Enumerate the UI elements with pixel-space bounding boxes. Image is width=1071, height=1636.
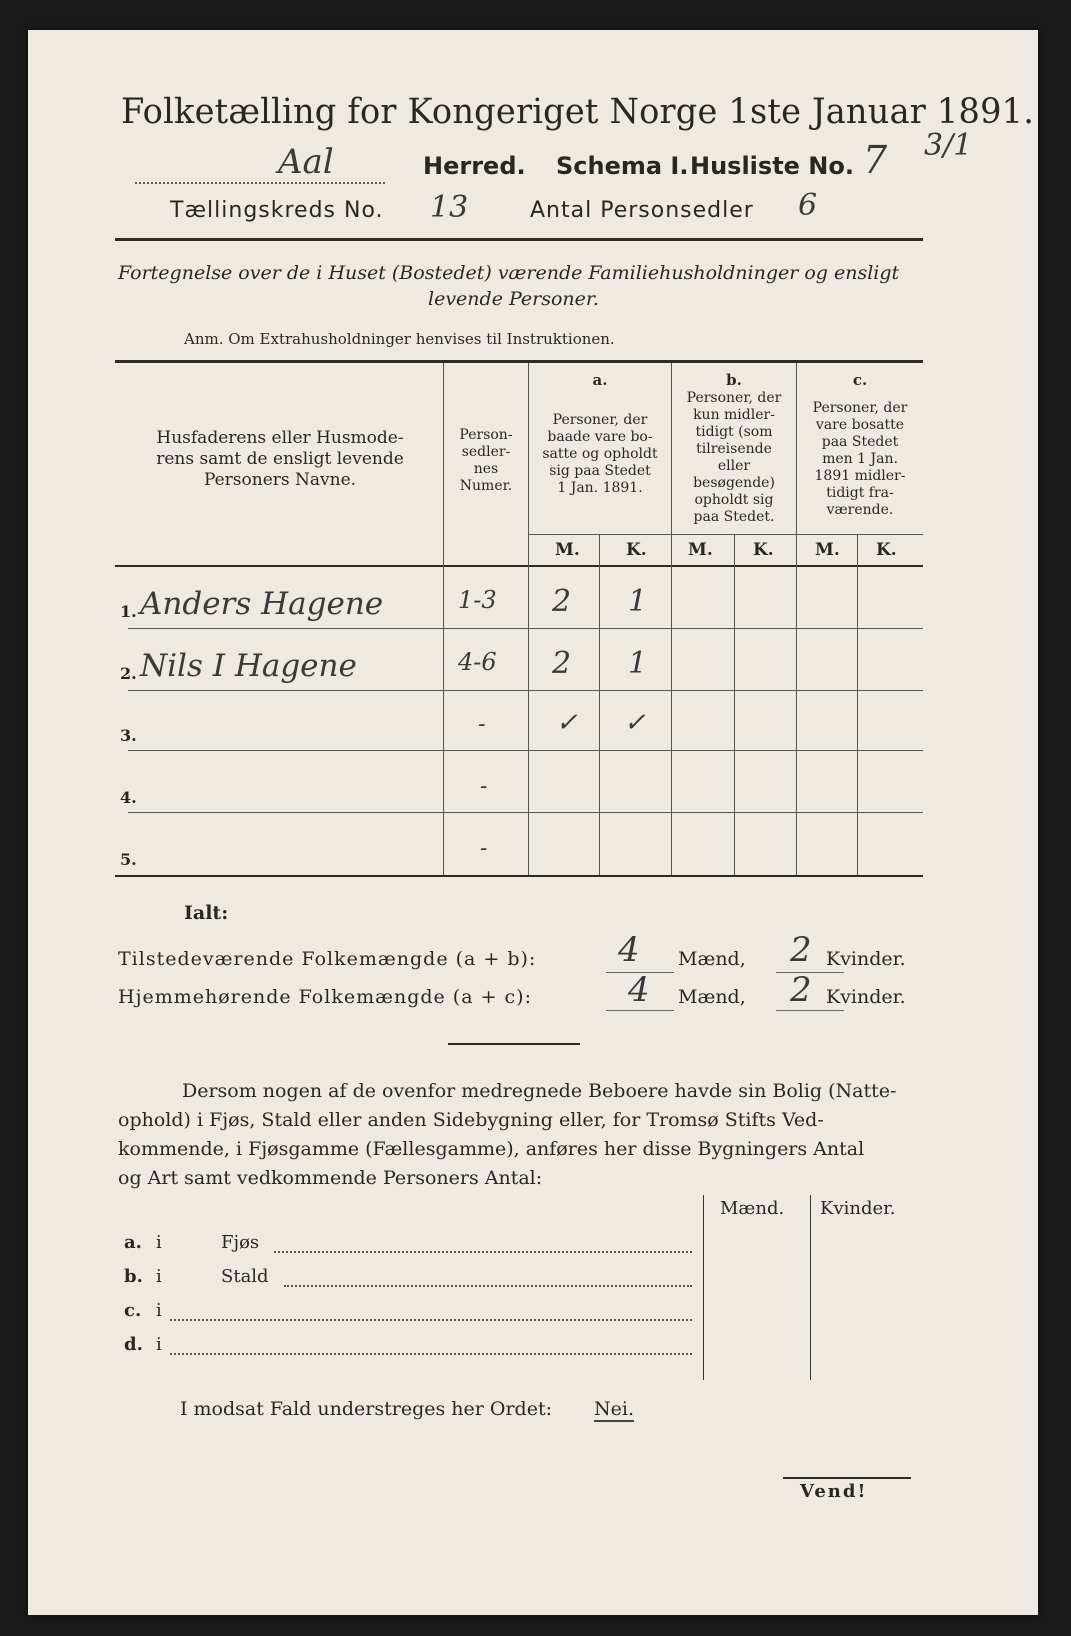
item-c-dots bbox=[170, 1314, 692, 1321]
header-a-letter: a. bbox=[592, 371, 608, 389]
row-3-number: 3. bbox=[120, 726, 137, 745]
table-bottom-rule bbox=[115, 875, 923, 877]
item-a-dots bbox=[274, 1246, 692, 1253]
hjemme-maend-line bbox=[606, 1010, 674, 1011]
husliste-value: 7 bbox=[863, 138, 888, 182]
row-line-3 bbox=[128, 750, 923, 751]
header-c-letter: c. bbox=[852, 371, 868, 389]
row-1-a-m: 2 bbox=[552, 584, 572, 619]
item-d-letter: d. bbox=[124, 1334, 143, 1355]
header-c: Personer, der vare bosatte paa Stedet men 1 Jan. 1891 midler- tidigt fra- værende. bbox=[812, 400, 908, 518]
row-line-4 bbox=[128, 812, 923, 813]
anm-note: Anm. Om Extrahusholdninger henvises til Instruktionen. bbox=[184, 330, 615, 348]
intro-line2: levende Personer. bbox=[428, 288, 599, 310]
item-a-i: i bbox=[156, 1232, 162, 1253]
c-m-label: M. bbox=[815, 540, 840, 560]
tilstede-maend-label: Mænd, bbox=[678, 948, 746, 970]
b-m-label: M. bbox=[688, 540, 713, 560]
row-3-a-k: ✓ bbox=[624, 708, 646, 738]
col-a-mk-divider bbox=[599, 535, 600, 875]
census-form-sheet bbox=[28, 30, 1038, 1615]
hjemme-maend-label: Mænd, bbox=[678, 986, 746, 1008]
hjemme-maend-value: 4 bbox=[628, 970, 650, 1010]
hjemme-kvinder-value: 2 bbox=[790, 970, 812, 1010]
row-2-number: 2. bbox=[120, 664, 137, 683]
schema-label: Schema I. bbox=[556, 152, 689, 180]
header-names: Husfaderens eller Husmode- rens samt de ensligt levende Personers Navne. bbox=[156, 428, 404, 490]
item-d-i: i bbox=[156, 1334, 162, 1355]
row-5-numer: - bbox=[480, 836, 488, 861]
header-rule bbox=[115, 238, 923, 241]
tilstede-label: Tilstedeværende Folkemængde (a + b): bbox=[118, 948, 537, 970]
row-1-name: Anders Hagene bbox=[140, 586, 384, 622]
row-3-numer: - bbox=[478, 712, 486, 737]
section-divider bbox=[448, 1043, 580, 1045]
c-k-label: K. bbox=[876, 540, 897, 560]
bolig-paragraph: Dersom nogen af de ovenfor medregnede Beboere havde sin Bolig (Natte- ophold) i Fjøs, Stald eller anden Sidebygning eller, for Tromsø Stifts Ved- kommende, i Fjøsgamme (Fællesgamme), anføres her disse Bygningers Antal og Art samt vedkommende Personers Antal: bbox=[118, 1080, 897, 1189]
kreds-value: 13 bbox=[430, 190, 469, 225]
tilstede-kvinder-label: Kvinder. bbox=[826, 948, 906, 970]
intro-line1: Fortegnelse over de i Huset (Bostedet) værende Familiehusholdninger og ensligt bbox=[118, 262, 900, 284]
tilstede-maend-value: 4 bbox=[618, 930, 640, 970]
husliste-extra: 3/1 bbox=[924, 128, 973, 163]
col-c-mk-divider bbox=[857, 535, 858, 875]
row-2-numer: 4-6 bbox=[458, 648, 497, 676]
hjemme-kvinder-line bbox=[776, 1010, 844, 1011]
item-d-dots bbox=[170, 1348, 692, 1355]
row-2-name: Nils I Hagene bbox=[140, 648, 357, 684]
row-3-a-m: ✓ bbox=[556, 708, 578, 738]
herred-label: Herred. bbox=[423, 152, 526, 180]
row-5-number: 5. bbox=[120, 850, 137, 869]
nei-word: Nei. bbox=[594, 1398, 634, 1420]
vend-text: Vend! bbox=[800, 1481, 868, 1502]
row-line-2 bbox=[128, 690, 923, 691]
a-m-label: M. bbox=[555, 540, 580, 560]
herred-value: Aal bbox=[278, 142, 334, 182]
row-2-a-m: 2 bbox=[552, 646, 572, 681]
bolig-maend-header: Mænd. bbox=[720, 1198, 785, 1219]
hjemme-kvinder-label: Kvinder. bbox=[826, 986, 906, 1008]
a-k-label: K. bbox=[626, 540, 647, 560]
col-divider-3 bbox=[671, 363, 672, 875]
ialt-label: Ialt: bbox=[184, 902, 229, 924]
table-header-rule bbox=[115, 565, 923, 567]
item-b-i: i bbox=[156, 1266, 162, 1287]
row-1-numer: 1-3 bbox=[458, 586, 497, 614]
col-b-mk-divider bbox=[734, 535, 735, 875]
table-top-rule bbox=[115, 360, 923, 363]
husliste-label: Husliste No. bbox=[690, 152, 854, 180]
antal-value: 6 bbox=[798, 188, 818, 223]
header-a: Personer, der baade vare bo- satte og opholdt sig paa Stedet 1 Jan. 1891. bbox=[542, 412, 658, 496]
row-1-number: 1. bbox=[120, 602, 137, 621]
col-divider-4 bbox=[796, 363, 797, 875]
herred-dotted-line bbox=[135, 172, 385, 184]
antal-label: Antal Personsedler bbox=[530, 198, 754, 223]
row-4-numer: - bbox=[480, 774, 488, 799]
bolig-divider-2 bbox=[810, 1195, 811, 1380]
bolig-divider-1 bbox=[703, 1195, 704, 1380]
form-title: Folketælling for Kongeriget Norge 1ste Januar 1891. bbox=[121, 92, 1035, 132]
item-b-dots bbox=[284, 1280, 692, 1287]
mk-header-rule bbox=[528, 534, 923, 535]
header-b-letter: b. bbox=[726, 371, 742, 389]
row-1-a-k: 1 bbox=[628, 584, 648, 619]
tilstede-kvinder-value: 2 bbox=[790, 930, 812, 970]
item-c-i: i bbox=[156, 1300, 162, 1321]
item-a-label: Fjøs bbox=[221, 1232, 260, 1253]
modsat-text: I modsat Fald understreges her Ordet: bbox=[180, 1398, 552, 1420]
header-b: Personer, der kun midler- tidigt (som tilreisende eller besøgende) opholdt sig paa Stedet. bbox=[686, 390, 782, 525]
row-line-1 bbox=[128, 628, 923, 629]
row-2-a-k: 1 bbox=[628, 646, 648, 681]
row-4-number: 4. bbox=[120, 788, 137, 807]
b-k-label: K. bbox=[753, 540, 774, 560]
col-divider-1 bbox=[443, 363, 444, 875]
kreds-label: Tællingskreds No. bbox=[170, 198, 384, 223]
item-b-letter: b. bbox=[124, 1266, 143, 1287]
col-divider-2 bbox=[528, 363, 529, 875]
item-a-letter: a. bbox=[124, 1232, 142, 1253]
bolig-kvinder-header: Kvinder. bbox=[820, 1198, 896, 1219]
hjemme-label: Hjemmehørende Folkemængde (a + c): bbox=[118, 986, 532, 1008]
header-numer: Person- sedler- nes Numer. bbox=[459, 427, 513, 494]
item-c-letter: c. bbox=[124, 1300, 142, 1321]
item-b-label: Stald bbox=[221, 1266, 269, 1287]
vend-rule bbox=[783, 1477, 911, 1479]
